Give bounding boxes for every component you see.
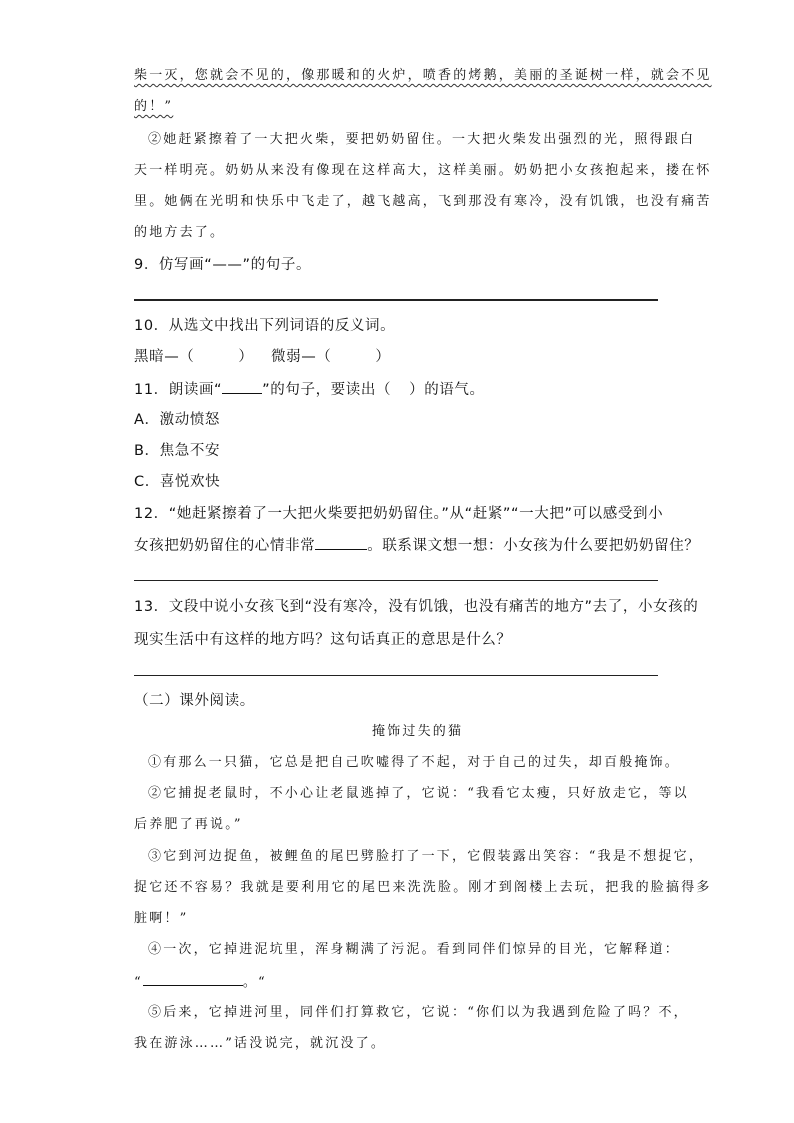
answer-line-q12[interactable] bbox=[134, 580, 658, 581]
question-12-part-b: 。联系课文想一想：小女孩为什么要把奶奶留住？ bbox=[367, 538, 700, 554]
passage-one-line-2 bbox=[134, 97, 173, 117]
underlined-sentence: 柴一灭，您就会不见的，像那暖和的火炉，喷香的烤鹅，美丽的圣诞树一样，就会不见 bbox=[134, 68, 712, 83]
bracket-close-1: ） bbox=[238, 349, 254, 365]
story-para-1: ①有那么一只猫，它总是把自己吹嘘得了不起，对于自己的过失，却百般掩饰。 bbox=[148, 755, 681, 770]
option-c[interactable]: C．喜悦欢快 bbox=[134, 474, 221, 490]
story-title: 掩饰过失的猫 bbox=[372, 724, 464, 739]
question-13-line-2: 现实生活中有这样的地方吗？这句话真正的意思是什么？ bbox=[134, 632, 512, 648]
story-para-3-line-1: ③它到河边捉鱼，被鲤鱼的尾巴劈脸打了一下，它假装露出笑容：“我是不想捉它， bbox=[148, 849, 705, 864]
story-para-5-line-1: ⑤后来，它掉进河里，同伴们打算救它，它说：“你们以为我遇到危险了吗？不， bbox=[148, 1005, 689, 1020]
question-10-item-2 bbox=[271, 347, 391, 367]
answer-line-q13[interactable] bbox=[134, 675, 658, 676]
story-para-4-line-2 bbox=[134, 971, 267, 993]
question-9: 9．仿写画“——”的句子。 bbox=[134, 257, 312, 273]
question-11 bbox=[134, 379, 485, 400]
option-b[interactable]: B．焦急不安 bbox=[134, 443, 221, 459]
answer-line-q9[interactable] bbox=[134, 299, 658, 301]
question-10: 10．从选文中找出下列词语的反义词。 bbox=[134, 318, 396, 334]
question-12-blank[interactable] bbox=[315, 535, 367, 550]
question-12-part-a: 女孩把奶奶留住的心情非常 bbox=[134, 538, 316, 554]
question-11-part-b: ”的句子，要读出（ bbox=[262, 382, 392, 398]
question-11-part-c: ）的语气。 bbox=[409, 382, 485, 398]
passage-one-para2-line-1: ②她赶紧擦着了一大把火柴，要把奶奶留住。一大把火柴发出强烈的光，照得跟白 bbox=[148, 132, 696, 147]
question-11-part-a: 11．朗读画“ bbox=[134, 382, 223, 398]
bracket-close-2: ） bbox=[375, 349, 391, 365]
passage-one-para2-line-2: 天一样明亮。奶奶从来没有像现在这样高大，这样美丽。奶奶把小女孩抱起来，搂在怀 bbox=[134, 163, 712, 178]
passage-one-line-1 bbox=[134, 66, 712, 86]
question-12-line-2 bbox=[134, 535, 699, 556]
passage-one-para2-line-4: 的地方去了。 bbox=[134, 225, 226, 240]
section-heading: （二）课外阅读。 bbox=[134, 693, 255, 709]
story-blank[interactable] bbox=[143, 971, 243, 986]
story-para-5-line-2: 我在游泳……”话没说完，就沉没了。 bbox=[134, 1036, 387, 1051]
option-a[interactable]: A．激动愤怒 bbox=[134, 412, 221, 428]
passage-one-para2-line-3: 里。她俩在光明和快乐中飞走了，越飞越高，飞到那没有寒冷，没有饥饿，也没有痛苦 bbox=[134, 194, 712, 209]
story-para-3-line-2: 捉它还不容易？我就是要利用它的尾巴来洗洗脸。刚才到阁楼上去玩，把我的脸搞得多 bbox=[134, 880, 712, 895]
antonym-prompt-2: 微弱—（ bbox=[271, 349, 332, 365]
story-para-3-line-3: 脏啊！” bbox=[134, 911, 189, 926]
story-para-2-line-1: ②它捕捉老鼠时，不小心让老鼠逃掉了，它说：“我看它太瘦，只好放走它，等以 bbox=[148, 786, 689, 801]
question-11-underline-sample bbox=[222, 379, 262, 394]
underlined-sentence-end: 的！” bbox=[134, 99, 174, 114]
quote-open: “ bbox=[134, 975, 143, 990]
antonym-prompt-1: 黑暗—（ bbox=[134, 349, 195, 365]
question-10-item-1 bbox=[134, 347, 254, 367]
story-para-2-line-2: 后养肥了再说。” bbox=[134, 817, 243, 832]
story-para-4-line-1: ④一次，它掉进泥坑里，浑身糊满了污泥。看到同伴们惊异的目光，它解释道： bbox=[148, 942, 681, 957]
question-12-line-1: 12．“她赶紧擦着了一大把火柴要把奶奶留住。”从“赶紧”“一大把”可以感受到小 bbox=[134, 506, 664, 522]
question-13-line-1: 13．文段中说小女孩飞到“没有寒冷，没有饥饿，也没有痛苦的地方”去了，小女孩的 bbox=[134, 599, 699, 615]
quote-close: 。“ bbox=[242, 975, 267, 990]
